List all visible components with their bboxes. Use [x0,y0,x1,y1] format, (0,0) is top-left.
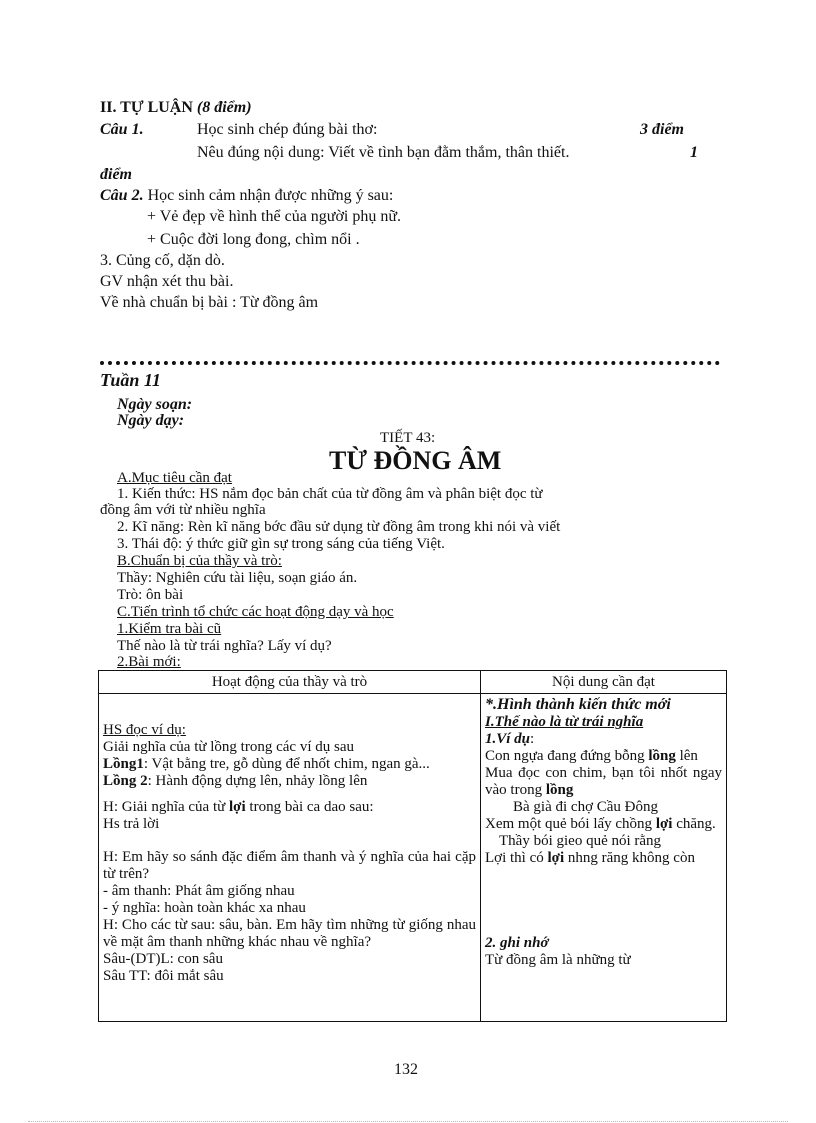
long1-term: Lồng1 [103,756,144,772]
ngay-day: Ngày dạy: [117,412,185,429]
knowledge-line1: 1. Kiến thức: HS nắm đọc bản chất của từ đồng âm và phân biệt đọc từ [117,486,543,502]
cau2-line [100,186,393,205]
student-prep: Trò: ôn bài [117,587,184,603]
memo-text: Từ đồng âm là những từ [485,952,631,968]
col1-header: Hoạt động của thầy và trò [99,671,481,694]
long1-def [103,756,476,773]
gv-note: GV nhận xét thu bài. [100,273,234,290]
example-horse [485,748,722,765]
heading-a: A.Mục tiêu cần đạt [117,470,232,486]
sound-note: - âm thanh: Phát âm giống nhau [103,883,295,899]
poem-line2 [485,816,722,833]
cau1-points1: 3 điểm [640,121,684,138]
poem-line4-end: nhng răng không còn [564,850,695,866]
example-colon: : [530,731,535,747]
ngay-soan: Ngày soạn: [117,396,193,413]
homework: Về nhà chuẩn bị bài : Từ đồng âm [100,294,319,311]
lesson-table [98,670,727,1022]
horse-text: Con ngựa đang đứng bỗng [485,748,649,764]
example-label: 1.Ví dụ [485,731,531,747]
heading-new-lesson: 2.Bài mới: [117,654,181,670]
section-heading [100,98,252,117]
cau2-label: Câu 2. [100,187,144,204]
poem-line4 [485,850,722,867]
bird-term: lồng [545,782,574,798]
section-points: (8 điểm) [196,99,252,116]
cau1-line1: Học sinh chép đúng bài thơ: [197,121,378,138]
example-sau2: Sâu TT: đôi mắt sâu [103,968,224,984]
long2-term: Lồng 2 [103,773,148,789]
question-loi-post: trong bài ca dao sau: [245,799,374,815]
content-cell [481,694,727,1022]
cau1-points2a: 1 [690,144,698,161]
long2-text: : Hành động dựng lên, nhảy lồng lên [147,773,368,789]
hs-read-example: HS đọc ví dụ: [103,722,186,738]
section-title: II. TỰ LUẬN [100,99,193,116]
question-loi-term: lợi [229,799,246,815]
explain-long: Giải nghĩa của từ lồng trong các ví dụ sau [103,739,354,755]
col2-header: Nội dung cần đạt [481,671,727,694]
cau1-line2: Nêu đúng nội dung: Viết về tình bạn đằm thắm, thân thiết. [197,144,570,161]
heading-review: 1.Kiểm tra bài cũ [117,621,222,637]
question-find-words: H: Cho các từ sau: sâu, bàn. Em hãy tìm những từ giống nhau về mặt âm thanh những khác nhau về nghĩa? [103,917,476,950]
item3: 3. Củng cố, dặn dò. [100,252,225,269]
cau2-item2: + Cuộc đời long đong, chìm nổi . [147,231,360,248]
horse-end: lên [675,748,698,764]
cau1-label: Câu 1. [100,121,144,138]
heading-b: B.Chuẩn bị của thầy và trò: [117,553,282,569]
knowledge-line2: đồng âm với từ nhiều nghĩa [100,502,266,518]
cau2-text: Học sinh cảm nhận được những ý sau: [147,187,394,204]
student-answer: Hs trả lời [103,816,160,832]
teacher-activity-cell [99,694,481,1022]
question-loi [103,799,476,816]
long1-text: : Vật bằng tre, gỗ dùng để nhốt chim, ngan gà... [143,756,430,772]
poem-line2-end: chăng. [672,816,716,832]
example-bird [485,765,722,799]
skills-line: 2. Kĩ năng: Rèn kĩ năng bớc đầu sử dụng từ đồng âm trong khi nói và viết [117,519,561,535]
week-title: Tuần 11 [100,370,161,390]
review-question: Thế nào là từ trái nghĩa? Lấy ví dụ? [117,638,332,654]
page-number: 132 [394,1061,418,1078]
example-sau1: Sâu-(DT)L: con sâu [103,951,223,967]
question-loi-pre: H: Giải nghĩa của từ [103,799,230,815]
example-heading [485,731,722,748]
poem-line2-text: Xem một quẻ bói lấy chồng [485,816,656,832]
lesson-title: TỪ ĐỒNG ÂM [329,446,502,475]
horse-term: lồng [648,748,676,764]
separator-dotted [100,361,720,365]
teacher-prep: Thầy: Nghiên cứu tài liệu, soạn giáo án. [117,570,358,586]
poem-line2-term: lợi [655,816,673,832]
heading-c: C.Tiến trình tổ chức các hoạt động dạy và học [117,604,394,620]
new-knowledge-heading: *.Hình thành kiến thức mới [485,696,671,713]
bird-text: Mua đọc con chim, bạn tôi nhốt ngay vào trong [485,765,722,798]
poem-line4-term: lợi [547,850,565,866]
page-edge-dots [28,1121,788,1122]
cau2-item1: + Vẻ đẹp về hình thể của người phụ nữ. [147,208,402,225]
question-compare: H: Em hãy so sánh đặc điểm âm thanh và ý nghĩa của hai cặp từ trên? [103,849,476,882]
poem-line1: Bà già đi chợ Cầu Đông [513,799,658,815]
poem-line3: Thầy bói gieo quẻ nói rằng [499,833,662,849]
memo-heading: 2. ghi nhớ [485,935,549,951]
attitude-line: 3. Thái độ: ý thức giữ gìn sự trong sáng của tiếng Việt. [117,536,445,552]
long2-def [103,773,476,790]
definition-heading: I.Thế nào là từ trái nghĩa [485,714,644,730]
lesson-number: TIẾT 43: [380,430,436,446]
meaning-note: - ý nghĩa: hoàn toàn khác xa nhau [103,900,306,916]
cau1-points2b: điểm [100,166,132,183]
poem-line4-text: Lợi thì có [485,850,548,866]
